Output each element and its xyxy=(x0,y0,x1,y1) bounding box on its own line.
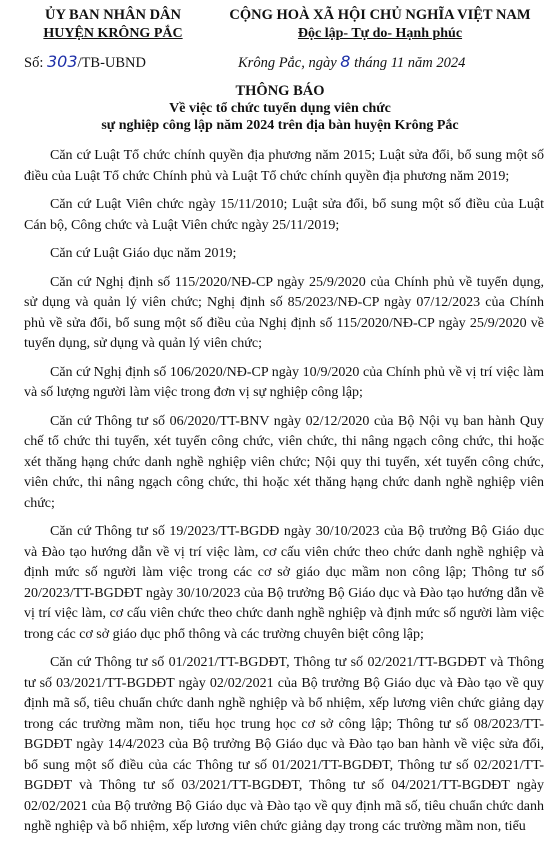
number-suffix: /TB-UBND xyxy=(77,55,146,71)
document-body xyxy=(24,146,544,846)
number-value: 303 xyxy=(46,52,78,71)
agency-line-1: ỦY BAN NHÂN DÂN xyxy=(44,7,181,23)
subtitle-line-2: sự nghiệp công lập năm 2024 trên địa bàn huyện Krông Pắc xyxy=(101,118,459,133)
issue-date xyxy=(238,52,465,72)
legal-basis-paragraph: Căn cứ Luật Viên chức ngày 15/11/2010; Luật sửa đổi, bổ sung một số điều của Luật Cán bộ, Công chức và Luật Viên chức ngày 25/11/2019; xyxy=(24,197,544,233)
legal-basis-paragraph: Căn cứ Nghị định số 106/2020/NĐ-CP ngày 10/9/2020 của Chính phủ về vị trí việc làm và số lượng người làm việc trong đơn vị sự nghiệp công lập; xyxy=(24,364,544,400)
legal-basis-paragraph: Căn cứ Thông tư số 01/2021/TT-BGDĐT, Thông tư số 02/2021/TT-BGDĐT và Thông tư số 03/2021/TT-BGDĐT ngày 02/02/2021 của Bộ trưởng Bộ Giáo dục và Đào tạo về quy định mã số, tiêu chuẩn chức danh nghề nghiệp và bổ nhiệm, xếp lương viên chức giảng dạy trong các trường mầm non, tiểu học trung học cơ sở công lập; Thông tư số 08/2023/TT-BGDĐT ngày 14/4/2023 của Bộ trưởng Bộ Giáo dục và Đào tạo ban hành về việc sửa đổi, bổ sung một số điều của các Thông tư số 01/2021/TT-BGDĐT, Thông tư số 02/2021/TT-BGDĐT và Thông tư số 03/2021/TT-BGDĐT, Thông tư số 04/2021/TT-BGDĐT ngày 02/02/2021 của Bộ trưởng Bộ Giáo dục và Đào tạo về quy định mã số, tiêu chuẩn chức danh nghề nghiệp và bổ nhiệm, xếp lương viên chức giảng dạy trong các trường mầm non, tiểu xyxy=(24,655,544,834)
document-title: THÔNG BÁO xyxy=(235,83,325,99)
document-subtitle xyxy=(0,100,560,134)
date-suffix: tháng 11 năm 2024 xyxy=(354,55,466,71)
document-number xyxy=(24,52,146,72)
national-motto-block xyxy=(200,6,560,43)
date-prefix: Krông Pắc, ngày xyxy=(238,55,337,71)
legal-basis-paragraph: Căn cứ Thông tư số 19/2023/TT-BGDĐ ngày 30/10/2023 của Bộ trưởng Bộ Giáo dục và Đào tạo hướng dẫn về vị trí việc làm, cơ cấu viên chức theo chức danh nghề nghiệp và định mức số người làm việc trong các cơ sở giáo dục mầm non công lập; Thông tư số 20/2023/TT-BGDĐT ngày 30/10/2023 của Bộ trưởng Bộ Giáo dục và Đào tạo hướng dẫn về vị trí việc làm, cơ cấu viên chức theo chức danh nghề nghiệp và định mức số người làm việc trong các cơ sở giáo dục phổ thông và các trường chuyên biệt công lập; xyxy=(24,524,544,642)
subtitle-line-1: Về việc tổ chức tuyển dụng viên chức xyxy=(169,101,391,116)
legal-basis-paragraph: Căn cứ Nghị định số 115/2020/NĐ-CP ngày 25/9/2020 của Chính phủ về tuyển dụng, sử dụng và quản lý viên chức; Nghị định số 85/2023/NĐ-CP ngày 07/12/2023 của Chính phủ về sửa đổi, bổ sung một số điều của Nghị định số 115/2020/NĐ-CP ngày 25/9/2020 về tuyển dụng, sử dụng và quản lý viên chức; xyxy=(24,274,544,351)
number-prefix: Số: xyxy=(24,55,44,71)
nation-title: CỘNG HOÀ XÃ HỘI CHỦ NGHĨA VIỆT NAM xyxy=(229,7,531,23)
issuing-agency-block xyxy=(8,6,218,43)
date-day: 8 xyxy=(340,52,351,71)
legal-basis-paragraph: Căn cứ Luật Giáo dục năm 2019; xyxy=(50,246,237,261)
agency-line-2: HUYỆN KRÔNG PẮC xyxy=(43,26,183,41)
nation-motto: Độc lập- Tự do- Hạnh phúc xyxy=(297,26,463,41)
legal-basis-paragraph: Căn cứ Luật Tổ chức chính quyền địa phương năm 2015; Luật sửa đổi, bổ sung một số điều của Luật Tổ chức Chính phủ và Luật Tổ chức chính quyền địa phương năm 2019; xyxy=(24,148,544,184)
legal-basis-paragraph: Căn cứ Thông tư số 06/2020/TT-BNV ngày 02/12/2020 của Bộ Nội vụ ban hành Quy chế tổ chức thi tuyển, xét tuyển công chức, viên chức, thi nâng ngạch công chức, thi hoặc xét thăng hạng chức danh nghề nghiệp viên chức; Nội quy thi tuyển, xét tuyển công chức, viên chức, thi nâng ngạch công chức, thi hoặc xét thăng hạng chức danh nghề nghiệp viên chức; xyxy=(24,413,544,511)
